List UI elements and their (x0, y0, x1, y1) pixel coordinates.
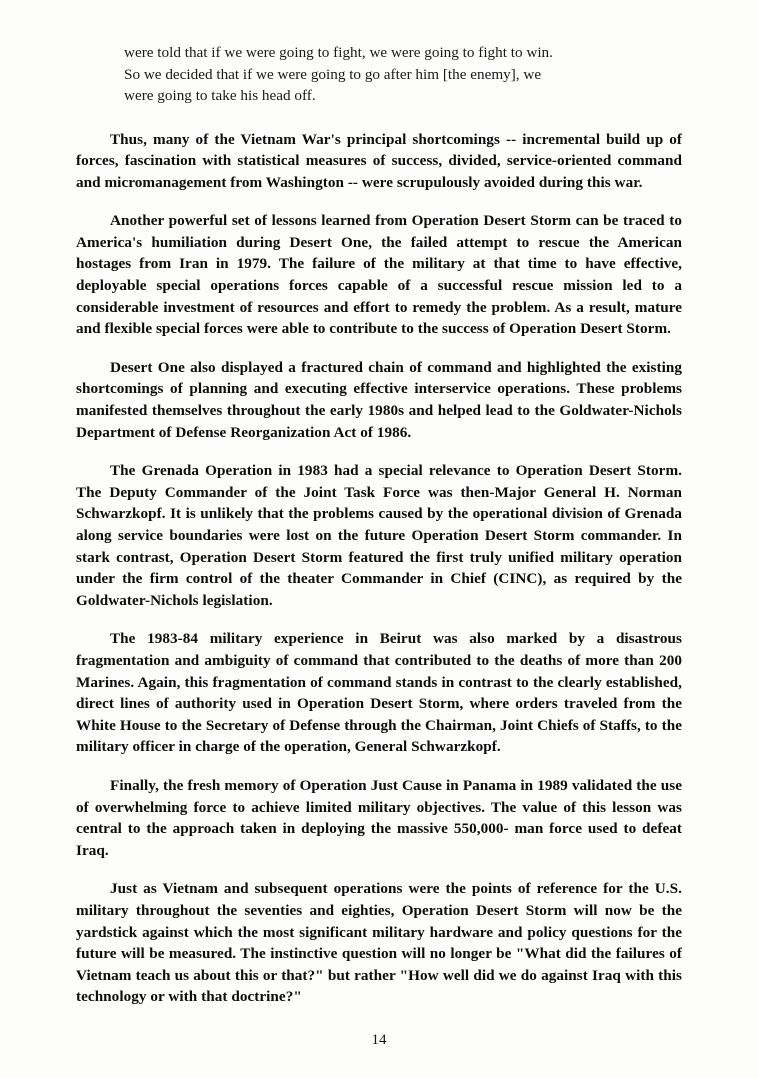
blockquote-line-3: were going to take his head off. (124, 87, 316, 104)
body-paragraph: Finally, the fresh memory of Operation Just Cause in Panama in 1989 validated the use of overwhelming force to achieve limited military objectives. The value of this lesson was central to the approach taken in deploying the massive 550,000- man force used to defeat Iraq. (76, 776, 682, 859)
blockquote (76, 42, 682, 107)
page-number: 14 (371, 1032, 387, 1048)
body-paragraph: The Grenada Operation in 1983 had a special relevance to Operation Desert Storm. The Deputy Commander of the Joint Task Force was then-Major General H. Norman Schwarzkopf. It is unlikely that the problems caused by the operational division of Grenada along service boundaries were lost on the future Operation Desert Storm commander. In stark contrast, Operation Desert Storm featured the first truly unified military operation under the firm control of the theater Commander in Chief (CINC), as required by the Goldwater-Nichols legislation. (76, 462, 682, 609)
blockquote-line-1: were told that if we were going to fight, we were going to fight to win. (124, 44, 553, 61)
page-content (76, 42, 682, 1025)
body-paragraph: Another powerful set of lessons learned from Operation Desert Storm can be traced to America's humiliation during Desert One, the failed attempt to rescue the American hostages from Iran in 1979. The failure of the military at that time to have effective, deployable special operations forces capable of a successful rescue mission led to a considerable investment of resources and effort to remedy the problem. As a result, mature and flexible special forces were able to contribute to the success of Operation Desert Storm. (76, 212, 682, 338)
body-paragraph: Thus, many of the Vietnam War's principal shortcomings -- incremental build up of forces, fascination with statistical measures of success, divided, service-oriented command and micromanagement from Washington -- were scrupulously avoided during this war. (76, 130, 682, 191)
body-paragraph: Desert One also displayed a fractured chain of command and highlighted the existing shortcomings of planning and executing effective interservice operations. These problems manifested themselves throughout the early 1980s and helped lead to the Goldwater-Nichols Department of Defense Reorganization Act of 1986. (76, 358, 682, 441)
blockquote-line-2: So we decided that if we were going to go after him [the enemy], we (124, 65, 542, 83)
body-paragraph: The 1983-84 military experience in Beirut was also marked by a disastrous fragmentation and ambiguity of command that contributed to the deaths of more than 200 Marines. Again, this fragmentation of command stands in contrast to the clearly established, direct lines of authority used in Operation Desert Storm, where orders traveled from the White House to the Secretary of Defense through the Chairman, Joint Chiefs of Staffs, to the military officer in charge of the operation, General Schwarzkopf. (76, 630, 682, 756)
body-paragraph: Just as Vietnam and subsequent operations were the points of reference for the U.S. military throughout the seventies and eighties, Operation Desert Storm will now be the yardstick against which the most significant military hardware and policy questions for the future will be measured. The instinctive question will no longer be "What did the failures of Vietnam teach us about this or that?" but rather "How well did we do against Iraq with this technology or with that doctrine?" (76, 880, 682, 1006)
